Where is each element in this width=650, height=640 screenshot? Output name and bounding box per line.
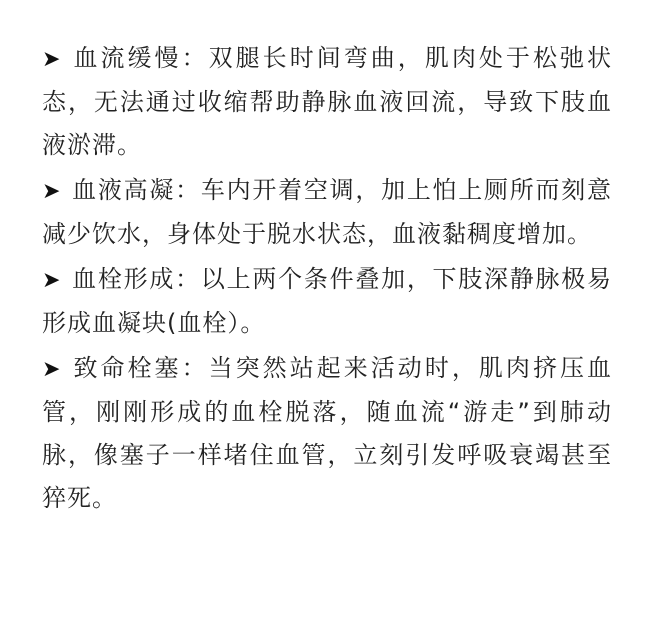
paragraph-heading: 致命栓塞： bbox=[71, 354, 209, 382]
arrow-bullet-icon: ➤ bbox=[42, 357, 62, 382]
cause-paragraph-slow-flow bbox=[42, 37, 612, 167]
arrow-bullet-icon: ➤ bbox=[42, 47, 62, 72]
paragraph-heading: 血栓形成： bbox=[71, 265, 201, 293]
paragraph-body: 车内开着空调，加上怕上厕所而刻意减少饮水，身体处于脱水状态，血液黏稠度增加。 bbox=[42, 176, 613, 248]
paragraph-heading: 血流缓慢： bbox=[71, 44, 209, 72]
cause-paragraph-hypercoagulation bbox=[42, 169, 612, 256]
arrow-bullet-icon: ➤ bbox=[42, 179, 62, 204]
paragraph-heading: 血液高凝： bbox=[71, 176, 201, 204]
paragraph-body: 以上两个条件叠加，下肢深静脉极易形成血凝块(血栓）。 bbox=[42, 265, 613, 337]
arrow-bullet-icon: ➤ bbox=[42, 268, 62, 293]
paragraph-body: 双腿长时间弯曲，肌肉处于松弛状态，无法通过收缩帮助静脉血液回流，导致下肢血液淤滞。 bbox=[42, 44, 613, 159]
paragraph-body: 当突然站起来活动时，肌肉挤压血管，刚刚形成的血栓脱落，随血流“游走”到肺动脉，像塞子一样堵住血管，立刻引发呼吸衰竭甚至猝死。 bbox=[42, 354, 613, 512]
cause-paragraph-embolism bbox=[42, 347, 612, 520]
cause-paragraph-thrombus bbox=[42, 258, 612, 345]
